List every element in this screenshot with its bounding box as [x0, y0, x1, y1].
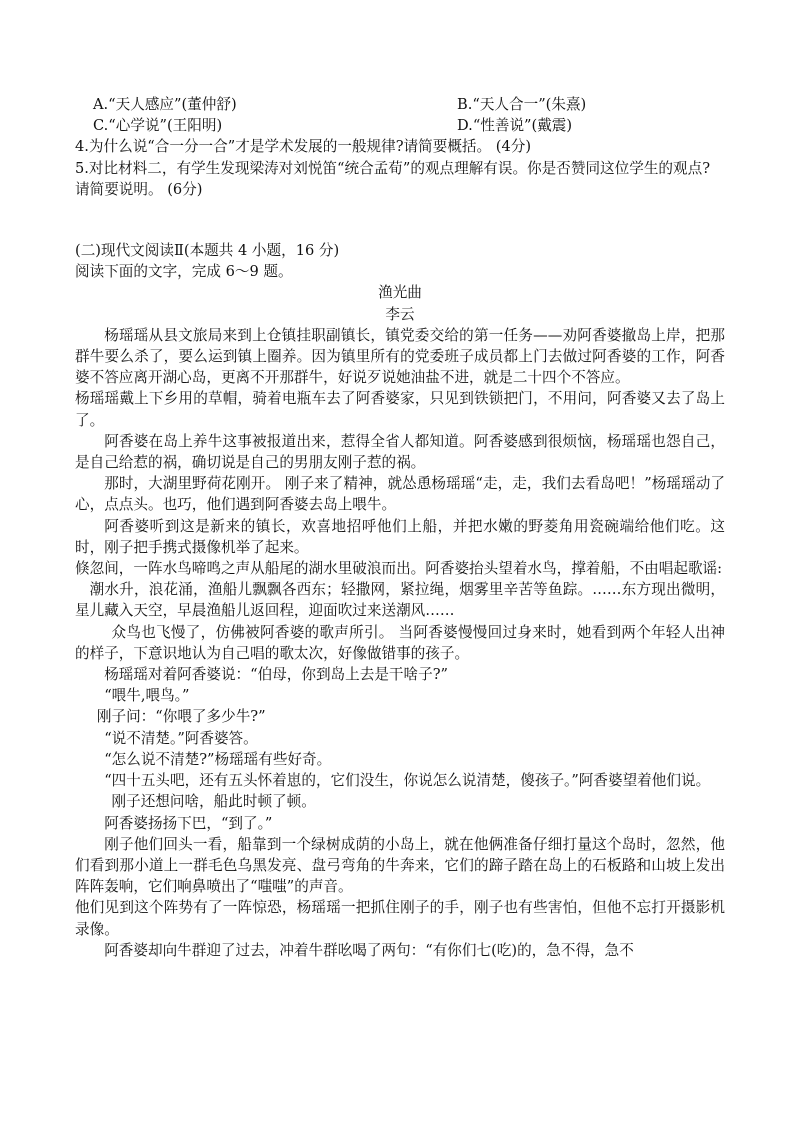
option-c: C.“心学说”(王阳明): [93, 117, 223, 135]
dialogue-5: “怎么说不清楚?”杨瑶瑶有些好奇。: [104, 750, 332, 768]
section-heading: (二)现代文阅读Ⅱ(本题共 4 小题，16 分): [75, 242, 340, 260]
paragraph-5: 阿香婆听到这是新来的镇长，欢喜地招呼他们上船，并把水嫩的野菱角用瓷碗端给他们吃。这时，刚子把手携式摄像机举了起来。: [75, 517, 725, 556]
dialogue-3: 刚子问：“你喂了多少牛?”: [96, 708, 266, 726]
dialogue-6: “四十五头吧，还有五头怀着崽的，它们没生，你说怎么说清楚，傻孩子。”阿香婆望着他们说。: [104, 772, 711, 790]
option-d: D.“性善说”(戴震): [457, 117, 573, 135]
paragraph-18: 他们见到这个阵势有了一阵惊恐，杨瑶瑶一把抓住刚子的手，刚子也有些害怕，但他不忘打开摄影机录像。: [75, 899, 725, 938]
document-page: [75, 94, 725, 961]
paragraph-4: 那时，大湖里野荷花刚开。 刚子来了精神，就怂恿杨瑶瑶“走，走，我们去看岛吧！”杨瑶瑶动了心，点点头。也巧，他们遇到阿香婆去岛上喂牛。: [75, 475, 725, 514]
paragraph-2: 杨瑶瑶戴上下乡用的草帽，骑着电瓶车去了阿香婆家，只见到铁锁把门，不用问，阿香婆又去了岛上了。: [75, 390, 725, 429]
paragraph-3: 阿香婆在岛上养牛这事被报道出来，惹得全省人都知道。阿香婆感到很烦恼，杨瑶瑶也怨自己，是自己给惹的祸，确切说是自己的男朋友刚子惹的祸。: [75, 432, 725, 472]
article-title: 渔光曲: [378, 284, 422, 302]
paragraph-17: 刚子他们回头一看，船靠到一个绿树成荫的小岛上，就在他俩准备仔细打量这个岛时，忽然，他们看到那小道上一群毛色乌黑发亮、盘弓弯角的牛奔来，它们的蹄子踏在岛上的石板路和山坡上发出阵阵轰响，它们响鼻喷出了“嗤嗤”的声音。: [75, 835, 725, 896]
options-row-2: [75, 115, 725, 136]
dialogue-2: “喂牛,喂鸟。”: [104, 687, 190, 705]
song-lyrics: 潮水升，浪花涌，渔船儿飘飘各西东；轻撒网，紧拉绳，烟雾里辛苦等鱼踪。……东方现出微明，星儿藏入天空，早晨渔船儿返回程，迎面吹过来送潮风……: [75, 581, 725, 620]
dialogue-4: “说不清楚。”阿香婆答。: [104, 729, 258, 747]
paragraph-15: 刚子还想问啥，船此时顿了顿。: [111, 793, 316, 811]
options-row-1: [75, 94, 725, 115]
paragraph-6: 倏忽间，一阵水鸟啼鸣之声从船尾的湖水里破浪而出。阿香婆抬头望着水鸟，撑着船，不由唱起歌谣:: [75, 560, 723, 578]
paragraph-1: 杨瑶瑶从县文旅局来到上仓镇挂职副镇长，镇党委交给的第一任务——劝阿香婆撤岛上岸，把那群牛要么杀了，要么运到镇上圈养。因为镇里所有的党委班子成员都上门去做过阿香婆的工作，阿香婆不答应离开湖心岛，更离不开那群牛，好说歹说她油盐不进，就是二十四个不答应。: [75, 326, 725, 387]
section-gap: [75, 200, 725, 240]
dialogue-1: 杨瑶瑶对着阿香婆说：“伯母，你到岛上去是干啥子?”: [104, 666, 448, 684]
article-author: 李云: [385, 305, 415, 323]
paragraph-19: 阿香婆却向牛群迎了过去，冲着牛群吆喝了两句：“有你们七(吃)的，急不得，急不: [104, 941, 634, 959]
option-a: A.“天人感应”(董仲舒): [93, 96, 237, 113]
option-b: B.“天人合一”(朱熹): [457, 96, 587, 113]
question-4: 4.为什么说“合一分一合”才是学术发展的一般规律?请简要概括。 (4分): [75, 138, 532, 156]
paragraph-8: 众鸟也飞慢了，仿佛被阿香婆的歌声所引。 当阿香婆慢慢回过身来时，她看到两个年轻人出神的样子，下意识地认为自己唱的歌太次，好像做错事的孩子。: [75, 623, 725, 662]
section-instruction: 阅读下面的文字，完成 6～9 题。: [75, 263, 293, 281]
paragraph-16: 阿香婆扬扬下巴，“到了。”: [104, 814, 273, 832]
question-5: 5.对比材料二，有学生发现梁涛对刘悦笛“统合孟荀”的观点理解有误。你是否赞同这位学生的观点? 请简要说明。 (6分): [75, 159, 711, 198]
